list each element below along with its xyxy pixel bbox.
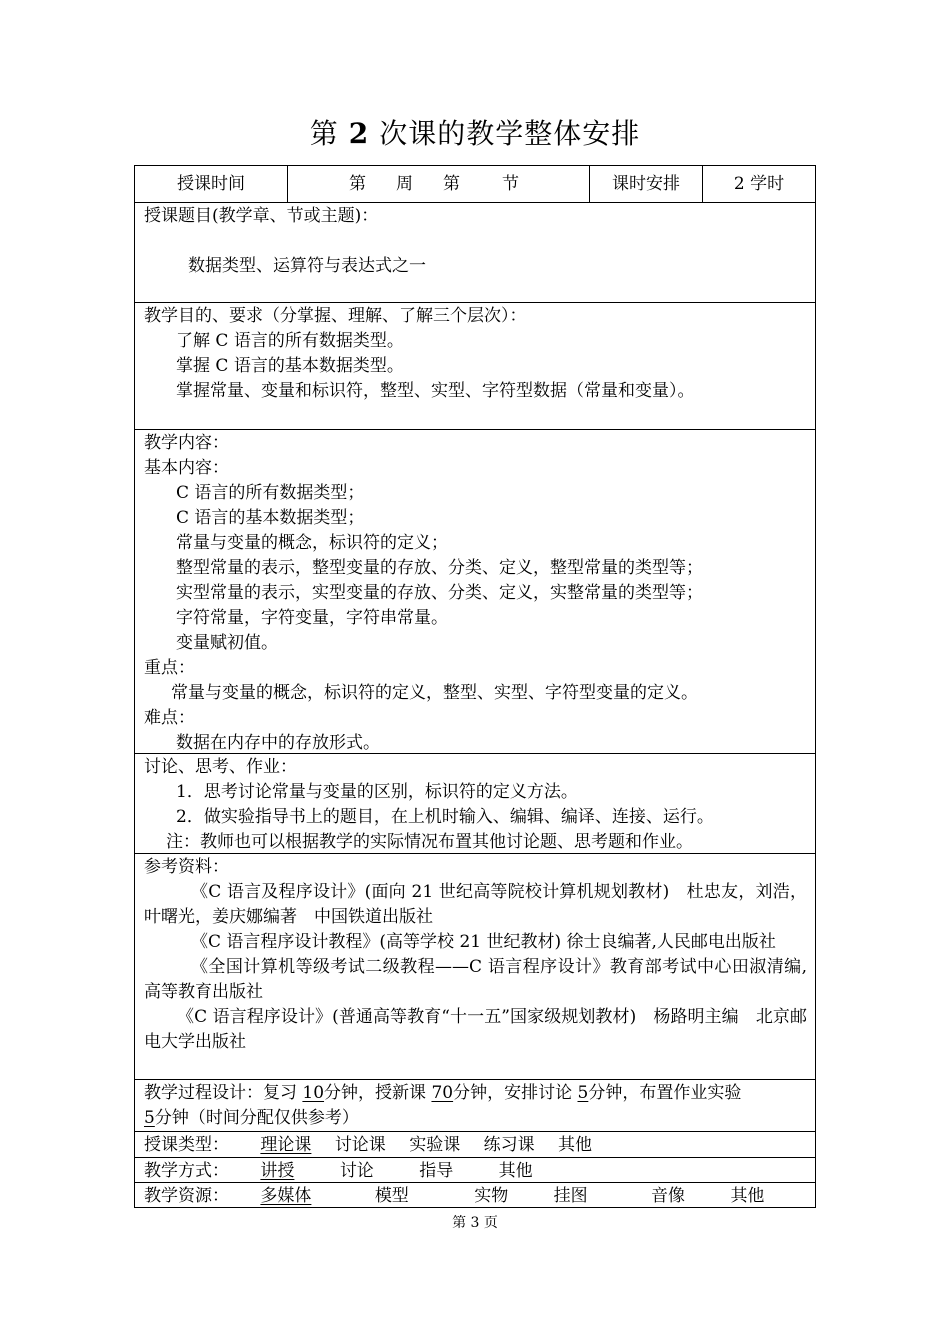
objectives-label: 教学目的、要求（分掌握、理解、了解三个层次）： (144, 306, 527, 326)
discussion-label: 讨论、思考、作业： (144, 757, 297, 777)
basic-content-item: 常量与变量的概念，标识符的定义； (176, 533, 448, 553)
basic-content-item: 整型常量的表示，整型变量的存放、分类、定义，整型常量的类型等； (176, 558, 703, 578)
objective-item: 了解 C 语言的所有数据类型。 (176, 331, 404, 351)
course-type-option-practice: 练习课 (483, 1135, 535, 1155)
week-part-2: 周 (396, 173, 413, 194)
method-row (135, 1158, 815, 1183)
difficult-points-label: 难点： (144, 708, 195, 728)
course-type-option-other: 其他 (558, 1135, 593, 1155)
week-part-4: 节 (502, 173, 519, 194)
topic-label: 授课题目(教学章、节或主题)： (144, 206, 379, 226)
course-type-label: 授课类型： (144, 1135, 229, 1155)
page-title (0, 112, 950, 152)
week-cell (288, 166, 590, 202)
title-suffix: 次课的教学整体安排 (379, 117, 641, 150)
objectives-row (135, 303, 815, 430)
key-points-label: 重点： (144, 658, 195, 678)
time-label: 授课时间 (177, 173, 245, 194)
method-label: 教学方式： (144, 1161, 229, 1181)
objective-item: 掌握常量、变量和标识符，整型、实型、字符型数据（常量和变量）。 (176, 381, 695, 401)
resources-row (135, 1183, 815, 1207)
resource-option-model: 模型 (374, 1186, 409, 1206)
resource-option-object: 实物 (474, 1186, 509, 1206)
reference-item: 《C 语言程序设计》(普通高等教育“十一五”国家级规划教材) 杨路明主编 北京邮电大学出版社 (144, 1007, 807, 1052)
hours-label-cell (590, 166, 703, 202)
hours-value: 2 学时 (733, 173, 785, 194)
course-type-option-theory: 理论课 (260, 1135, 312, 1155)
content-label: 教学内容： (144, 433, 229, 453)
method-option-guidance: 指导 (419, 1161, 454, 1181)
basic-content-item: C 语言的所有数据类型； (176, 483, 365, 503)
difficult-points-text: 数据在内存中的存放形式。 (176, 733, 380, 753)
method-option-other: 其他 (498, 1161, 533, 1181)
discussion-note: 注：教师也可以根据教学的实际情况布置其他讨论题、思考题和作业。 (166, 832, 693, 852)
topic-row (135, 203, 815, 303)
method-option-lecture: 讲授 (260, 1161, 295, 1181)
basic-content-label: 基本内容： (144, 458, 229, 478)
process-text-4: 分钟，布置作业实验 (588, 1083, 742, 1103)
course-type-option-experiment: 实验课 (409, 1135, 461, 1155)
homework-minutes: 5 (144, 1108, 155, 1128)
hours-value-cell (703, 166, 815, 202)
resource-option-other: 其他 (730, 1186, 765, 1206)
page-number: 第 3 页 (452, 1215, 498, 1231)
process-text-3: 分钟，安排讨论 (453, 1083, 573, 1103)
resource-option-chart: 挂图 (553, 1186, 588, 1206)
references-label: 参考资料： (144, 857, 229, 877)
discussion-item: 2．做实验指导书上的题目，在上机时输入、编辑、编译、连接、运行。 (176, 807, 714, 827)
content-row (135, 430, 815, 754)
reference-item: 《全国计算机等级考试二级教程——C 语言程序设计》教育部考试中心田淑清编,高等教育出版社 (144, 957, 807, 1002)
reference-item: 《C 语言程序设计教程》(高等学校 21 世纪教材) 徐士良编著,人民邮电出版社 (191, 932, 776, 952)
topic-value: 数据类型、运算符与表达式之一 (188, 256, 426, 276)
hours-label: 课时安排 (612, 173, 680, 194)
basic-content-item: 变量赋初值。 (176, 633, 278, 653)
reference-item: 《C 语言及程序设计》(面向 21 世纪高等院校计算机规划教材) 杜忠友，刘浩，叶曙光，姜庆娜编著 中国铁道出版社 (144, 882, 807, 927)
process-text (144, 1081, 807, 1131)
resources-options (144, 1184, 807, 1209)
review-minutes: 10 (302, 1083, 325, 1103)
course-type-row (135, 1132, 815, 1158)
method-option-discussion: 讨论 (339, 1161, 374, 1181)
basic-content-item: 实型常量的表示，实型变量的存放、分类、定义，实整常量的类型等； (176, 583, 703, 603)
resources-label: 教学资源： (144, 1186, 229, 1206)
discussion-row (135, 754, 815, 854)
header-row (135, 166, 815, 203)
lesson-plan-table (134, 165, 816, 1208)
process-text-2: 分钟，授新课 (324, 1083, 427, 1103)
title-prefix: 第 (309, 117, 339, 150)
process-row (135, 1080, 815, 1132)
week-part-3: 第 (443, 173, 460, 194)
objective-item: 掌握 C 语言的基本数据类型。 (176, 356, 404, 376)
resource-option-av: 音像 (651, 1186, 686, 1206)
course-type-option-discussion: 讨论课 (334, 1135, 386, 1155)
basic-content-item: 字符常量，字符变量，字符串常量。 (176, 608, 448, 628)
title-number: 2 (348, 117, 370, 150)
week-part-1: 第 (349, 173, 366, 194)
basic-content-item: C 语言的基本数据类型； (176, 508, 365, 528)
discussion-minutes: 5 (577, 1083, 589, 1103)
process-text-5: 分钟（时间分配仅供参考） (154, 1108, 359, 1128)
course-type-options (144, 1133, 807, 1158)
process-text-1: 教学过程设计：复习 (144, 1083, 297, 1103)
key-points-text: 常量与变量的概念，标识符的定义，整型、实型、字符型变量的定义。 (171, 683, 698, 703)
discussion-item: 1．思考讨论常量与变量的区别，标识符的定义方法。 (176, 782, 578, 802)
new-lesson-minutes: 70 (431, 1083, 454, 1103)
resource-option-multimedia: 多媒体 (260, 1186, 312, 1206)
time-label-cell (135, 166, 288, 202)
method-options (144, 1159, 807, 1184)
references-row (135, 854, 815, 1080)
